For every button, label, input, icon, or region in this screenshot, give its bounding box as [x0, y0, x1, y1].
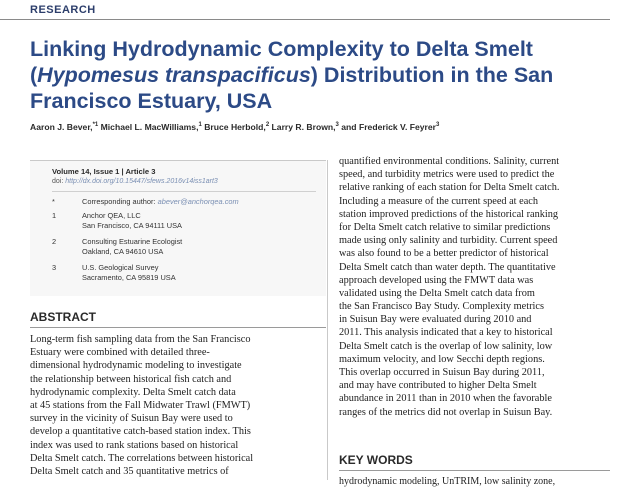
abstract-line: survey in the vicinity of Suisun Bay were used to: [30, 413, 233, 425]
affiliation-text: [82, 211, 182, 231]
corresponding-line: [82, 197, 239, 207]
title-paren-open: (: [30, 63, 38, 87]
author-name: Michael L. MacWilliams,: [100, 122, 199, 132]
abstract-line: relative ranking of each station for Delta Smelt catch.: [339, 182, 560, 194]
author-affiliation-mark: 2: [265, 122, 270, 129]
doi-line: [52, 178, 218, 185]
abstract-line: at 45 stations from the Fall Midwater Trawl (FMWT): [30, 399, 251, 411]
affiliation-divider: [52, 191, 316, 192]
author-name: Aaron J. Bever,: [30, 122, 93, 132]
volume-issue: Volume 14, Issue 1 | Article 3: [52, 167, 156, 176]
affiliation-text: [82, 263, 176, 283]
abstract-line: speed, and turbidity metrics were used to predict the: [339, 169, 555, 181]
affiliation-place: San Francisco, CA 94111 USA: [82, 221, 182, 230]
top-rule: [0, 19, 610, 20]
corresponding-label: Corresponding author:: [82, 197, 156, 206]
abstract-line: index was used to rank stations based on historical: [30, 439, 239, 451]
abstract-line: station improved predictions of the historical ranking: [339, 208, 559, 220]
author-affiliation-mark: 1: [198, 122, 202, 129]
abstract-line: Delta Smelt catch. The correlations between historical: [30, 452, 254, 464]
species-name: Hypomesus transpacificus: [37, 63, 311, 87]
abstract-line: Delta Smelt catch is the overlap of low salinity, low: [339, 340, 553, 352]
abstract-line: made using only salinity and turbidity. Current speed: [339, 235, 558, 247]
abstract-line: validated using the Delta Smelt catch data from: [339, 287, 535, 299]
abstract-line: was also found to be a better predictor of historical: [339, 248, 549, 260]
abstract-line: develop a quantitative catch-based station index. This: [30, 426, 251, 438]
affiliation-mark: 1: [52, 211, 57, 220]
abstract-line: Delta Smelt catch and 35 quantitative metrics of: [30, 465, 229, 477]
abstract-line: abundance in 2011 than in 2010 when the favorable: [339, 393, 552, 405]
author-name: Bruce Herbold,: [204, 122, 266, 132]
abstract-line: in Suisun Bay were evaluated during 2010 and: [339, 314, 532, 326]
doi-label: doi:: [52, 178, 64, 185]
title-line-3: Francisco Estuary, USA: [30, 89, 273, 113]
keywords-text: hydrodynamic modeling, UnTRIM, low salinity zone,: [339, 476, 556, 487]
affiliation-org: U.S. Geological Survey: [82, 263, 159, 272]
affiliation-org: Anchor QEA, LLC: [82, 211, 141, 220]
article-title: [30, 36, 590, 114]
abstract-line: Including a measure of the current speed at each: [339, 195, 538, 207]
title-line-2: [30, 62, 590, 88]
author-affiliation-mark: 3: [335, 122, 339, 129]
author-affiliation-mark: *1: [92, 122, 99, 129]
title-line-1: Linking Hydrodynamic Complexity to Delta Smelt: [30, 37, 533, 61]
abstract-heading: ABSTRACT: [30, 310, 96, 324]
abstract-rule: [30, 327, 326, 328]
affiliation-mark: 3: [52, 263, 57, 272]
author-name: and Frederick V. Feyrer: [341, 122, 437, 132]
author-affiliation-mark: 3: [436, 122, 440, 129]
section-label: RESEARCH: [30, 4, 96, 16]
abstract-line: hydrodynamic complexity. Delta Smelt catch data: [30, 386, 236, 398]
abstract-line: Delta Smelt catch than water depth. The quantitative: [339, 261, 556, 273]
affiliation-place: Sacramento, CA 95819 USA: [82, 273, 176, 282]
keywords-rule: [339, 470, 610, 471]
abstract-line: and may have contributed to higher Delta Smelt: [339, 380, 537, 392]
affiliation-place: Oakland, CA 94610 USA: [82, 247, 164, 256]
abstract-line: maximum velocity, and low Secchi depth regions.: [339, 353, 545, 365]
article-info-box: [30, 160, 326, 296]
affiliation-text: [82, 237, 182, 257]
corresponding-email-link[interactable]: abever@anchorqea.com: [157, 197, 239, 206]
affiliation-org: Consulting Estuarine Ecologist: [82, 237, 183, 246]
abstract-line: quantified environmental conditions. Salinity, current: [339, 156, 560, 167]
abstract-text: [30, 333, 326, 478]
keywords-heading: KEY WORDS: [339, 453, 413, 467]
author-name: Larry R. Brown,: [271, 122, 336, 132]
doi-link[interactable]: http://dx.doi.org/10.15447/sfews.2016v14iss1art3: [65, 178, 218, 185]
title-line-2-rest: ) Distribution in the San: [310, 63, 554, 87]
abstract-line: approach developed using the FMWT data was: [339, 274, 534, 286]
abstract-line: Long-term fish sampling data from the San Francisco: [30, 334, 251, 345]
abstract-line: ranges of the metrics did not overlap in Suisun Bay.: [339, 406, 553, 418]
abstract-line: dimensional hydrodynamic modeling to investigate: [30, 360, 242, 372]
abstract-line: the relationship between historical fish catch and: [30, 373, 232, 385]
abstract-line: for Delta Smelt catch relative to similar predictions: [339, 221, 551, 233]
author-list: [30, 122, 439, 132]
abstract-continued-text: [339, 155, 611, 419]
column-divider: [327, 160, 328, 480]
abstract-line: the San Francisco Bay Study. Complexity metrics: [339, 301, 544, 313]
abstract-line: 2011. This analysis indicated that a key to historical: [339, 327, 553, 339]
corresponding-mark: *: [52, 197, 55, 206]
abstract-line: This overlap occurred in Suisun Bay during 2011,: [339, 367, 545, 378]
affiliation-mark: 2: [52, 237, 57, 246]
abstract-line: Estuary were combined with detailed three-: [30, 347, 210, 359]
